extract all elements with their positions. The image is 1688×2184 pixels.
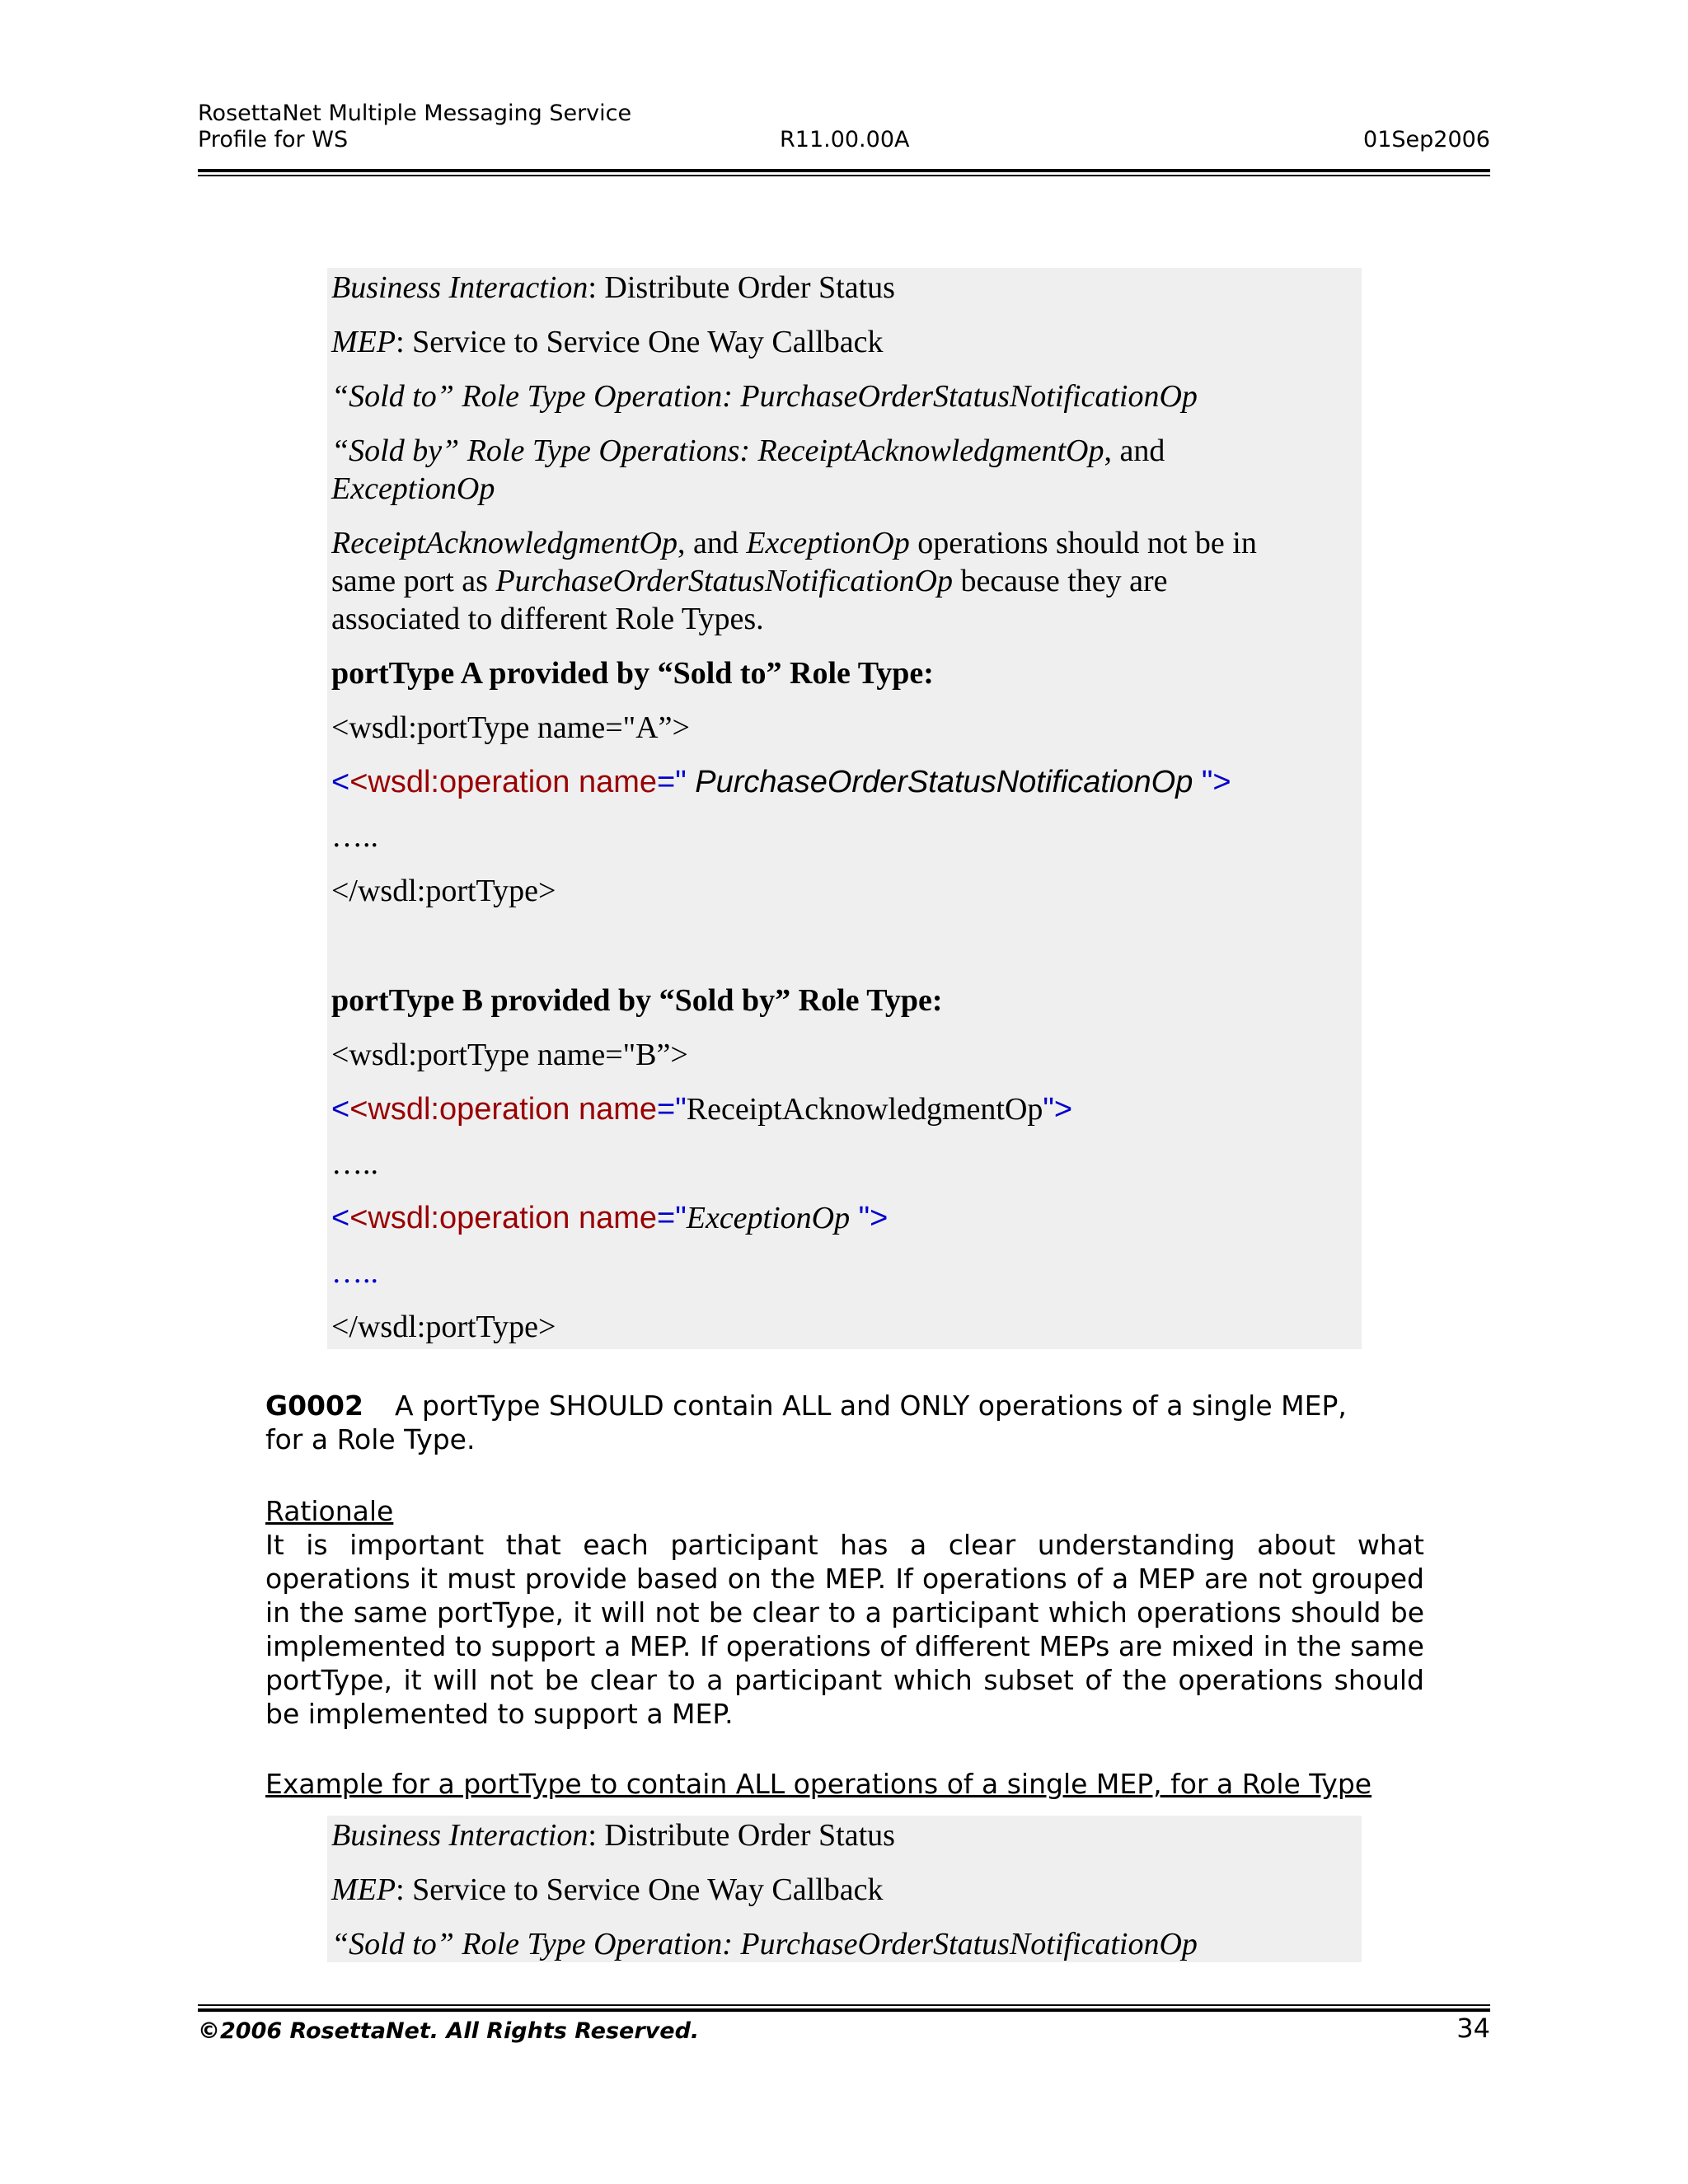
porttype-a-close-tag: </wsdl:portType> [331, 874, 556, 908]
porttype-b-operation-2 [331, 1200, 888, 1236]
note-line2-post: because they are [952, 564, 1168, 598]
example2-business-interaction [331, 1817, 895, 1854]
header-title-line1: RosettaNet Multiple Messaging Service [198, 101, 632, 126]
op1-name: ReceiptAcknowledgmentOp [686, 1092, 1043, 1127]
porttype-b-heading: portType B provided by “Sold by” Role Type: [331, 983, 943, 1018]
header-title-line2: Profile for WS [198, 127, 349, 152]
bi-value: : Distribute Order Status [588, 270, 895, 305]
note-op2: ExceptionOp [746, 526, 910, 560]
mep-line [331, 324, 883, 360]
ex2-mep-label: MEP [331, 1872, 396, 1907]
porttype-b-close-tag: </wsdl:portType> [331, 1310, 556, 1344]
ex2-bi-label: Business Interaction [331, 1818, 588, 1853]
ex2-bi-value: : Distribute Order Status [588, 1818, 895, 1853]
guideline-line-2: for a Role Type. [265, 1423, 476, 1455]
mep-label: MEP [331, 325, 396, 359]
op2-close: "> [850, 1201, 889, 1235]
example-code-block [327, 268, 1362, 1349]
sold-by-prefix: “Sold by” Role Type Operations: ReceiptAcknowledgmentOp [331, 434, 1104, 468]
business-interaction-line [331, 269, 895, 306]
op-name: PurchaseOrderStatusNotificationOp [686, 765, 1202, 799]
op2-eq: =" [657, 1201, 687, 1235]
op1-close: "> [1043, 1092, 1073, 1127]
note-line2-op: PurchaseOrderStatusNotificationOp [495, 564, 953, 598]
note-line-3: associated to different Role Types. [331, 602, 764, 636]
op-tag-open: < [331, 765, 350, 799]
op2-tag: <wsdl:operation name [349, 1201, 658, 1235]
sold-by-operations-line [331, 433, 1165, 469]
porttype-b-open-tag: <wsdl:portType name="B”> [331, 1038, 688, 1072]
footer-copyright: ©2006 RosettaNet. All Rights Reserved. [198, 2018, 700, 2044]
note-line2-pre: same port as [331, 564, 496, 598]
op-close: "> [1201, 765, 1231, 799]
op-eq: =" [657, 765, 687, 799]
note-line-2 [331, 563, 1168, 599]
porttype-b-ellipsis-2: ….. [331, 1255, 378, 1290]
note-line-1 [331, 525, 1257, 561]
header-date: 01Sep2006 [1363, 127, 1490, 152]
sold-by-and: , and [1104, 434, 1165, 468]
ex2-mep-value: : Service to Service One Way Callback [396, 1872, 884, 1907]
sold-to-operation-line: “Sold to” Role Type Operation: PurchaseOrderStatusNotificationOp [331, 379, 1198, 414]
guideline-g0002 [265, 1389, 1424, 1456]
header-version: R11.00.00A [780, 127, 910, 152]
note-rest: operations should not be in [909, 526, 1257, 560]
op1-tag-open: < [331, 1092, 350, 1127]
guideline-id: G0002 [265, 1390, 363, 1422]
footer-rule-thick [198, 2008, 1490, 2012]
op-tag: <wsdl:operation name [349, 765, 658, 799]
op2-tag-open: < [331, 1201, 350, 1235]
bi-label: Business Interaction [331, 270, 588, 305]
header-rule-thin [198, 175, 1490, 176]
example2-sold-to: “Sold to” Role Type Operation: PurchaseOrderStatusNotificationOp [331, 1927, 1198, 1961]
op2-name: ExceptionOp [686, 1201, 851, 1235]
porttype-b-ellipsis-1: ….. [331, 1146, 378, 1181]
note-op1: ReceiptAcknowledgmentOp [331, 526, 678, 560]
guideline-line-1 [265, 1389, 1424, 1422]
sold-by-operation-2: ExceptionOp [331, 471, 495, 506]
note-and: , and [677, 526, 747, 560]
porttype-a-ellipsis: ….. [331, 819, 378, 854]
rationale-text: It is important that each participant has a clear understanding about what operations it must provide based on the MEP. If operations of a MEP are not grouped in the same portType, it will not be clear to a participant which operations should be implemented to support a MEP. If operations of different MEPs are mixed in the same portType, it will not be clear to a participant which subset of the operations should be implemented to support a MEP. [265, 1529, 1424, 1730]
porttype-a-heading: portType A provided by “Sold to” Role Type: [331, 656, 934, 691]
op1-tag: <wsdl:operation name [349, 1092, 658, 1127]
porttype-b-operation-1 [331, 1091, 1072, 1127]
mep-value: : Service to Service One Way Callback [396, 325, 884, 359]
footer-rule-thin [198, 2004, 1490, 2006]
example2-mep [331, 1872, 883, 1908]
header-rule-thick [198, 169, 1490, 172]
page-number: 34 [1456, 2013, 1490, 2044]
rationale-heading: Rationale [265, 1495, 394, 1527]
example2-heading: Example for a portType to contain ALL operations of a single MEP, for a Role Type [265, 1768, 1372, 1800]
guideline-text-1: A portType SHOULD contain ALL and ONLY operations of a single MEP, [394, 1390, 1347, 1422]
porttype-a-operation-line [331, 764, 1231, 800]
rationale-section [265, 1494, 1424, 1731]
op1-eq: =" [657, 1092, 687, 1127]
porttype-a-open-tag: <wsdl:portType name="A”> [331, 710, 690, 745]
